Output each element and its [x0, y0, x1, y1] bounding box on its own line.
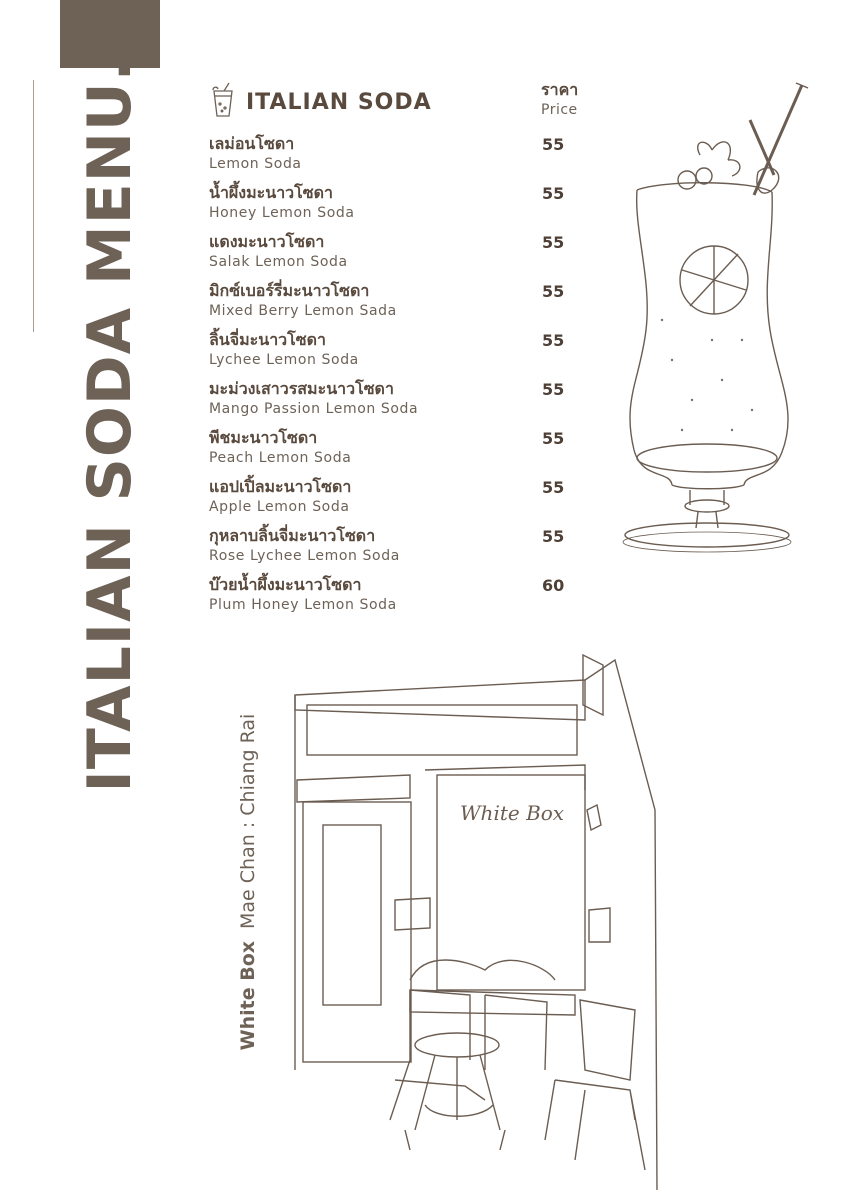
section-title: ITALIAN SODA: [246, 89, 432, 115]
item-price: 55: [542, 135, 565, 154]
price-header-en: Price: [541, 102, 578, 118]
menu-item: [209, 427, 589, 476]
section-header: [210, 82, 432, 122]
item-name-en: Apple Lemon Soda: [209, 499, 350, 515]
shop-sign: White Box: [460, 801, 565, 825]
price-header: [541, 80, 578, 120]
item-name-en: Lemon Soda: [209, 156, 302, 172]
soda-glass-illustration: [612, 80, 812, 560]
menu-item: [209, 476, 589, 525]
item-price: 60: [542, 576, 565, 595]
item-name-en: Honey Lemon Soda: [209, 205, 355, 221]
item-name-th: มิกซ์เบอร์รี่มะนาวโซดา: [209, 281, 370, 300]
item-name-en: Salak Lemon Soda: [209, 254, 348, 270]
soda-glass-icon: [210, 82, 236, 122]
item-name-th: กุหลาบลิ้นจี่มะนาวโซดา: [209, 526, 376, 545]
menu-item: [209, 525, 589, 574]
item-name-th: เลม่อนโซดา: [209, 134, 295, 153]
item-price: 55: [542, 233, 565, 252]
page-title: ITALIAN SODA MENU.: [75, 57, 145, 793]
item-name-en: Rose Lychee Lemon Soda: [209, 548, 400, 564]
item-name-th: ลิ้นจี่มะนาวโซดา: [209, 330, 326, 349]
brand-caption: [237, 714, 259, 1051]
item-price: 55: [542, 527, 565, 546]
price-header-th: ราคา: [541, 80, 579, 99]
item-name-en: Mango Passion Lemon Soda: [209, 401, 419, 417]
item-price: 55: [542, 331, 565, 350]
item-name-en: Lychee Lemon Soda: [209, 352, 359, 368]
menu-list: [209, 133, 589, 623]
item-name-th: มะม่วงเสาวรสมะนาวโซดา: [209, 379, 394, 398]
item-price: 55: [542, 282, 565, 301]
menu-item: [209, 280, 589, 329]
item-price: 55: [542, 380, 565, 399]
brand-location: Mae Chan : Chiang Rai: [237, 713, 259, 929]
menu-item: [209, 378, 589, 427]
item-name-th: บ๊วยน้ำผึ้งมะนาวโซดา: [209, 575, 362, 594]
item-name-th: พีชมะนาวโซดา: [209, 428, 318, 447]
item-name-en: Plum Honey Lemon Soda: [209, 597, 397, 613]
item-name-th: น้ำผึ้งมะนาวโซดา: [209, 183, 333, 202]
menu-item: [209, 231, 589, 280]
item-name-en: Peach Lemon Soda: [209, 450, 352, 466]
item-price: 55: [542, 184, 565, 203]
menu-item: [209, 329, 589, 378]
item-name-th: แอปเปิ้ลมะนาวโซดา: [209, 477, 352, 496]
item-price: 55: [542, 478, 565, 497]
item-price: 55: [542, 429, 565, 448]
menu-item: [209, 133, 589, 182]
menu-item: [209, 182, 589, 231]
brand-name: White Box: [237, 940, 259, 1051]
menu-item: [209, 574, 589, 623]
item-name-en: Mixed Berry Lemon Sada: [209, 303, 397, 319]
side-divider-line: [33, 80, 34, 332]
shop-front-illustration: [285, 650, 675, 1195]
item-name-th: แดงมะนาวโซดา: [209, 232, 325, 251]
